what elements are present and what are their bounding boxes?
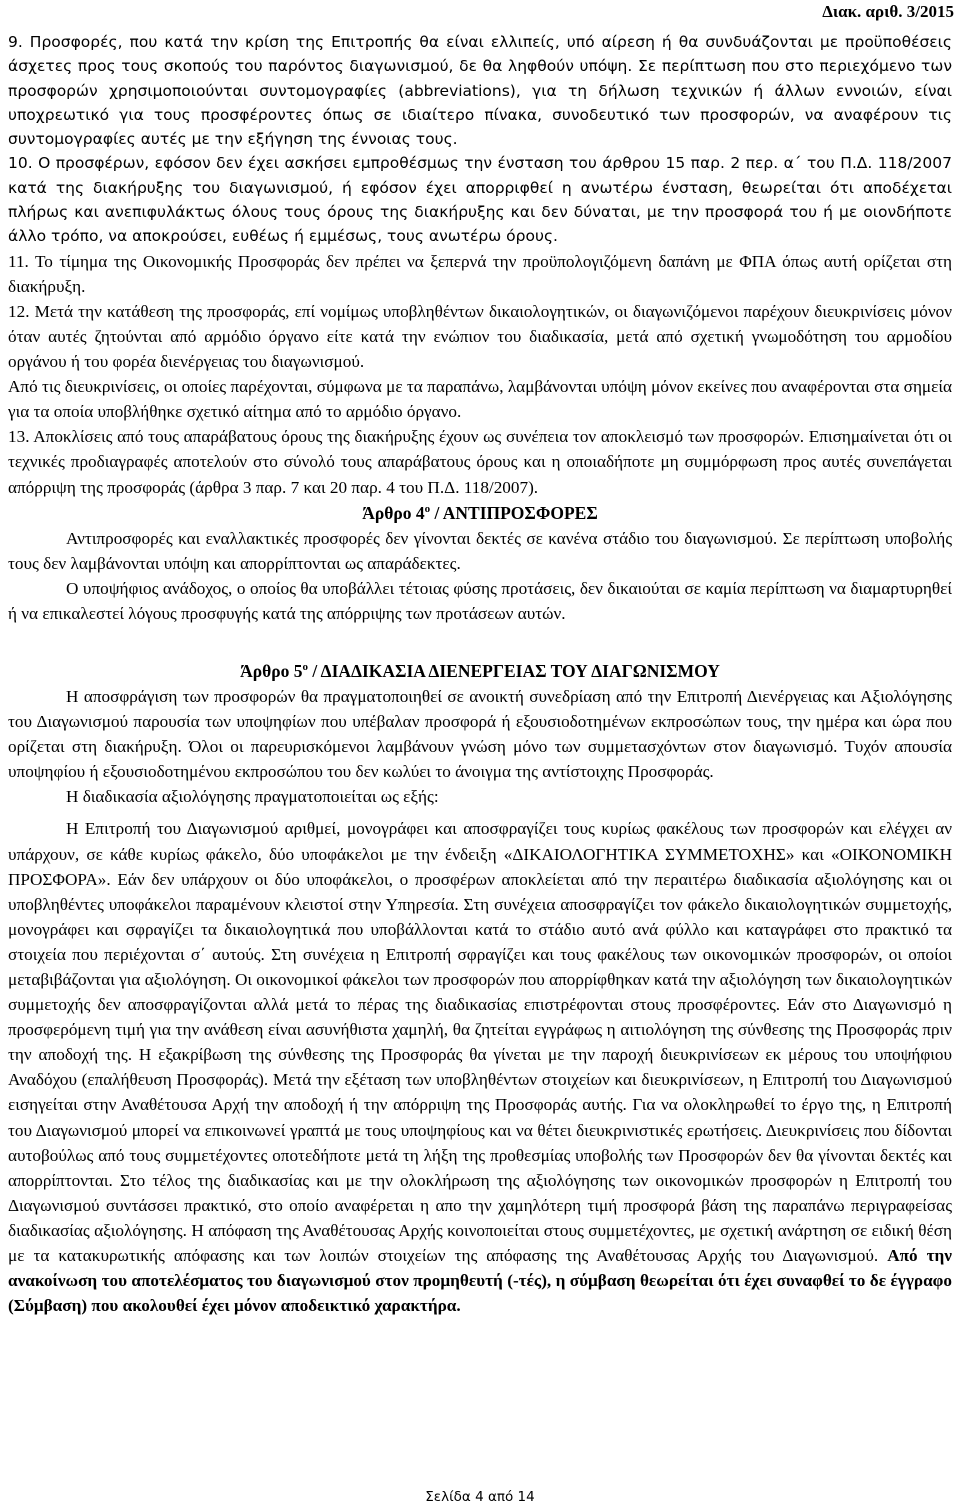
article-5-title-text: Άρθρο 5 bbox=[240, 660, 303, 681]
paragraph-12-clarifications: Από τις διευκρινίσεις, οι οποίες παρέχονται, σύμφωνα με τα παραπάνω, λαμβάνονται υπόψη μόνον εκείνες που αναφέρονται στα σημεία για τα οποία υποβλήθηκε σχετικό αίτημα από το αρμόδιο όργανο. bbox=[8, 377, 952, 422]
article-5-title-subject: / ΔΙΑΔΙΚΑΣΙΑ ΔΙΕΝΕΡΓΕΙΑΣ ΤΟΥ ΔΙΑΓΩΝΙΣΜΟΥ bbox=[307, 660, 720, 681]
article-5-paragraph-3 bbox=[8, 816, 952, 1318]
article-4-paragraph-2: Ο υποψήφιος ανάδοχος, ο οποίος θα υποβάλλει τέτοιας φύσης προτάσεις, δεν δικαιούται σε καμία περίπτωση να διαμαρτυρηθεί ή να επικαλεστεί λόγους προσφυγής κατά της απόρριψης των προτάσεων αυτών. bbox=[8, 578, 952, 623]
article-5-paragraph-1: Η αποσφράγιση των προσφορών θα πραγματοποιηθεί σε ανοικτή συνεδρίαση από την Επιτροπή Διενέργειας και Αξιολόγησης του Διαγωνισμού παρουσία των υποψηφίων που υπέβαλαν προσφορά ή εξουσιοδοτημένων εκπροσώπων τους, την ημέρα και ώρα που ορίζεται στη διακήρυξη. Όλοι οι παρευρισκόμενοι λαμβάνουν γνώση μόνο των συμμετασχόντων στον διαγωνισμό. Τυχόν απουσία υποψηφίου ή εξουσιοδοτημένου εκπροσώπου του δεν κωλύει το άνοιγμα της αντίστοιχης Προσφοράς. bbox=[8, 686, 952, 782]
page-number: Σελίδα 4 από 14 bbox=[425, 1489, 535, 1505]
article-5-title-ordinal: ο bbox=[302, 661, 308, 674]
article-4-title-subject: / ΑΝΤΙΠΡΟΣΦΟΡΕΣ bbox=[430, 502, 598, 523]
article-4-title bbox=[8, 500, 952, 526]
paragraph-9: 9. Προσφορές, που κατά την κρίση της Επιτροπής θα είναι ελλιπείς, υπό αίρεση ή θα συνδυάζονται με προϋποθέσεις άσχετες προς τους σκοπούς του παρόντος διαγωνισμού, δε θα ληφθούν υπόψη. Σε περίπτωση που στο περιεχόμενο των προσφορών χρησιμοποιούνται συντομογραφίες (abbreviations), για τη δήλωση τεχνικών ή άλλων εννοιών, είναι υποχρεωτικό για τους προσφέροντες όπως σε ιδιαίτερο πίνακα, συνοδευτικό των προσφορών, να αναφέρουν τις συντομογραφίες αυτές με την εξήγηση της έννοιας τους. bbox=[8, 33, 952, 149]
article-5-procedure-text: Η Επιτροπή του Διαγωνισμού αριθμεί, μονογράφει και αποσφραγίζει τους κυρίως φακέλους των προσφορών και ελέγχει αν υπάρχουν, σε κάθε κυρίως φάκελο, δύο υποφάκελοι με την ένδειξη «ΔΙΚΑΙΟΛΟΓΗΤΙΚΑ ΣΥΜΜΕΤΟΧΗΣ» και «ΟΙΚΟΝΟΜΙΚΗ ΠΡΟΣΦΟΡΑ». Εάν δεν υπάρχουν οι δύο υποφάκελοι, ο προσφέρων αποκλείεται από την περαιτέρω διαδικασία αξιολόγησης και οι υποβληθέντες υποφάκελοι παραμένουν κλειστοί στην Υπηρεσία. Στη συνέχεια αποσφραγίζει τον φάκελο δικαιολογητικών συμμετοχής, μονογράφει και σφραγίζει τα δικαιολογητικά που υποβάλλονται κατά το στάδιο αυτό ανά φύλλο και καταγράφει στο πρακτικό τα στοιχεία που περιέχονται σ΄ αυτούς. Στη συνέχεια η Επιτροπή σφραγίζει και τους φακέλους των οικονομικών προσφορών, οι οποίοι μεταβιβάζονται για αξιολόγηση. Οι οικονομικοί φάκελοι των προσφορών που απορρίφθηκαν κατά την αξιολόγηση των δικαιολογητικών συμμετοχής δεν αποσφραγίζονται αλλά μετά το πέρας της διαδικασίας επιστρέφονται στους προσφέροντες. Εάν στο Διαγωνισμό η προσφερόμενη τιμή για την ανάθεση είναι ασυνήθιστα χαμηλή, θα ζητείται εγγράφως η αιτιολόγηση της σύνθεσης της Προσφοράς πριν την αποδοχή της. Η εξακρίβωση της σύνθεσης της Προσφοράς θα γίνεται με την παροχή διευκρινίσεων εκ μέρους του υποψήφιου Αναδόχου (επαλήθευση Προσφοράς). Μετά την εξέταση των υποβληθέντων στοιχείων και διευκρινίσεων, η Επιτροπή του Διαγωνισμού εισηγείται στην Αναθέτουσα Αρχή την αποδοχή ή την απόρριψη της Προσφοράς αυτής. Για να ολοκληρωθεί το έργο της, η Επιτροπή του Διαγωνισμού μπορεί να επικοινωνεί γραπτά με τους υποψηφίους και να θέτει διευκρινιστικές ερωτήσεις. Διευκρινίσεις που δίδονται αυτοβούλως από τους συμμετέχοντες οποτεδήποτε μετά τη λήξη της προθεσμίας υποβολής των Προσφορών δεν θα γίνονται δεκτές και απορρίπτονται. Στο τέλος της διαδικασίας και με την ολοκλήρωση της αξιολόγησης των οικονομικών προσφορών η Επιτροπή του Διαγωνισμού συντάσσει πρακτικό, στο οποίο αναφέρεται η απο την χαμηλότερη τιμή προσφορά βάση της παραπάνω περιγραφείσας διαδικασίας αξιολόγησης. Η απόφαση της Αναθέτουσας Αρχής κοινοποιείται στους συμμετέχοντες, με σχετική ανάρτηση σε ειδική θέση με τα κατακυρωτικής απόφασης και των λοιπών στοιχείων της απόφασης της Αναθέτουσας Αρχής του Διαγωνισμού. bbox=[8, 819, 952, 1266]
paragraph-11: 11. Το τίμημα της Οικονομικής Προσφοράς δεν πρέπει να ξεπερνά την προϋπολογιζόμενη δαπάνη με ΦΠΑ όπως αυτή ορίζεται στη διακήρυξη. bbox=[8, 251, 952, 296]
article-4-paragraph-1: Αντιπροσφορές και εναλλακτικές προσφορές δεν γίνονται δεκτές σε κανένα στάδιο του διαγωνισμού. Σε περίπτωση υποβολής τους δεν λαμβάνονται υπόψη και απορρίπτονται ως απαράδεκτες. bbox=[8, 528, 952, 573]
article-5-contract-note: Από την ανακοίνωση του αποτελέσματος του διαγωνισμού στον προμηθευτή (-τές), η σύμβαση θεωρείται ότι έχει συναφθεί το δε έγγραφο (Σύμβαση) που ακολουθεί έχει μόνον αποδεικτικό χαρακτήρα. bbox=[8, 1246, 952, 1316]
article-4-title-ordinal: ο bbox=[424, 502, 431, 515]
paragraph-13: 13. Αποκλίσεις από τους απαράβατους όρους της διακήρυξης έχουν ως συνέπεια τον αποκλεισμό των προσφορών. Επισημαίνεται ότι οι τεχνικές προδιαγραφές αποτελούν στο σύνολό τους απαράβατους όρους και η οποιαδήποτε μη συμμόρφωση προς αυτές συνεπάγεται απόρριψη της προσφοράς (άρθρα 3 παρ. 7 και 20 παρ. 4 του Π.Δ. 118/2007). bbox=[8, 427, 952, 497]
document-body bbox=[8, 30, 952, 1318]
document-reference: Διακ. αριθ. 3/2015 bbox=[822, 2, 954, 21]
article-4-title-text: Άρθρο 4 bbox=[362, 502, 425, 523]
paragraph-10: 10. Ο προσφέρων, εφόσον δεν έχει ασκήσει εμπροθέσμως την ένσταση του άρθρου 15 παρ. 2 περ. α΄ του Π.Δ. 118/2007 κατά της διακήρυξης του διαγωνισμού, ή εφόσον έχει απορριφθεί η ανωτέρω ένσταση, θεωρείται ότι αποδέχεται πλήρως και ανεπιφυλάκτως όλους τους όρους της διακήρυξης και δεν δύναται, με την προσφορά του ή με οιονδήποτε άλλο τρόπο, να αποκρούσει, ευθέως ή εμμέσως, τους ανωτέρω όρους. bbox=[8, 154, 952, 246]
paragraph-12: 12. Μετά την κατάθεση της προσφοράς, επί νομίμως υποβληθέντων δικαιολογητικών, οι διαγωνιζόμενοι παρέχουν διευκρινίσεις μόνον όταν αυτές ζητούνται από αρμόδιο όργανο είτε κατά την ενώπιον του διαδικασία, μετά από σχετική γνωμοδότηση του αρμοδίου οργάνου ή του φορέα διενέργειας του διαγωνισμού. bbox=[8, 301, 952, 372]
article-5-paragraph-2: Η διαδικασία αξιολόγησης πραγματοποιείται ως εξής: bbox=[66, 787, 439, 807]
article-5-title bbox=[8, 658, 952, 684]
